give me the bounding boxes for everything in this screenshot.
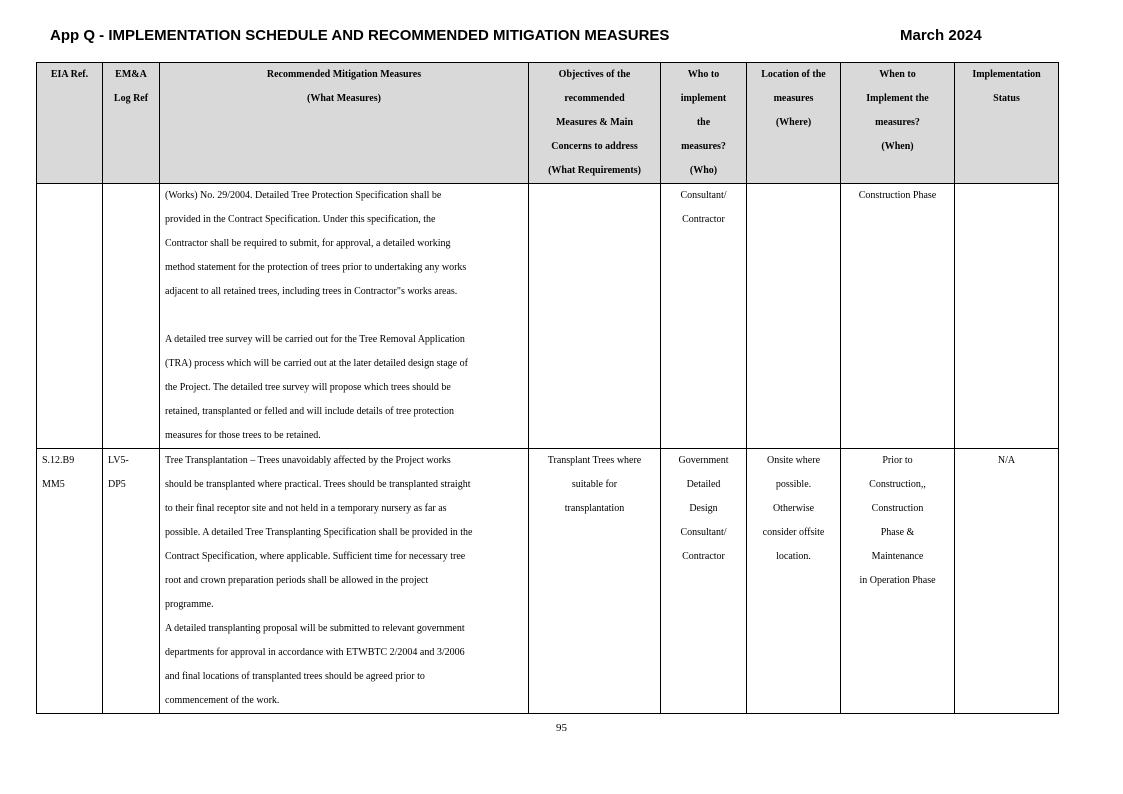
cell-text-line: Consultant/ [680, 190, 727, 201]
cell-text-line: Construction [871, 503, 924, 514]
cell-location [747, 449, 841, 714]
header-line: (What Measures) [307, 93, 381, 104]
cell-text-line: Detailed [686, 479, 721, 490]
table-row [37, 449, 1059, 714]
header-mitigation-measures [160, 63, 529, 184]
cell-text-line: Prior to [882, 455, 913, 466]
cell-text-line: Design [689, 503, 718, 514]
cell-text-line: possible. [775, 479, 812, 490]
header-implementation-status [955, 63, 1059, 184]
cell-text-line: Tree Transplantation – Trees unavoidably affected by the Project works [165, 455, 451, 466]
header-line: Log Ref [113, 93, 149, 104]
header-line: measures? [681, 141, 726, 152]
cell-text-line: should be transplanted where practical. Trees should be transplanted straight [165, 479, 471, 490]
cell-text-line: measures for those trees to be retained. [165, 430, 321, 441]
cell-text-line: in Operation Phase [859, 575, 936, 586]
cell-mitigation-measures [160, 449, 529, 714]
cell-text-line: N/A [997, 455, 1016, 466]
header-line: Implement the [866, 93, 929, 104]
cell-text-line: root and crown preparation periods shall be allowed in the project [165, 575, 429, 586]
header-objectives [529, 63, 661, 184]
header-line: When to [879, 69, 916, 80]
cell-text-line: LV5- [108, 455, 129, 466]
cell-text-line: provided in the Contract Specification. Under this specification, the [165, 214, 436, 225]
cell-text-line: commencement of the work. [165, 695, 280, 706]
page-number: 95 [556, 722, 567, 734]
cell-text-line: MM5 [42, 479, 65, 490]
cell-text-line: suitable for [571, 479, 618, 490]
cell-text-line: (Works) No. 29/2004. Detailed Tree Protection Specification shall be [165, 190, 442, 201]
cell-text-line: location. [776, 551, 811, 562]
header-line: Concerns to address [551, 141, 638, 152]
blank-line [165, 304, 523, 328]
cell-text-line: Transplant Trees where [547, 455, 642, 466]
cell-when [841, 449, 955, 714]
cell-text-line: DP5 [108, 479, 126, 490]
cell-text-line: Onsite where [766, 455, 821, 466]
cell-text-line: the Project. The detailed tree survey will propose which trees should be [165, 382, 451, 393]
cell-text-line: A detailed tree survey will be carried out for the Tree Removal Application [165, 334, 465, 345]
header-line: Location of the [761, 69, 826, 80]
header-eia-ref [37, 63, 103, 184]
cell-who [661, 449, 747, 714]
header-line: Implementation [972, 69, 1041, 80]
header-line: EM&A [115, 69, 147, 80]
header-line: Measures & Main [555, 117, 634, 128]
header-line: implement [680, 93, 727, 104]
cell-text-line: Construction Phase [858, 190, 937, 201]
header-line: the [696, 117, 711, 128]
header-line: Recommended Mitigation Measures [266, 69, 422, 80]
cell-implementation-status [955, 184, 1059, 449]
header-ema-log-ref [103, 63, 160, 184]
cell-text-line: Contractor [682, 214, 725, 225]
header-line: measures? [875, 117, 920, 128]
header-when [841, 63, 955, 184]
header-line: (What Requirements) [548, 165, 641, 176]
table-body [37, 184, 1059, 714]
cell-text-line: adjacent to all retained trees, including trees in Contractor"s works areas. [165, 286, 458, 297]
cell-text-line: method statement for the protection of trees prior to undertaking any works [165, 262, 467, 273]
implementation-schedule-table [36, 62, 1059, 714]
header-location [747, 63, 841, 184]
cell-text-line: Maintenance [871, 551, 924, 562]
cell-text-line: Phase & [880, 527, 915, 538]
document-title: App Q - IMPLEMENTATION SCHEDULE AND RECOMMENDED MITIGATION MEASURES [50, 27, 670, 44]
cell-text-line: programme. [165, 599, 214, 610]
cell-text-line: Contract Specification, where applicable. Sufficient time for necessary tree [165, 551, 466, 562]
header-line: (When) [881, 141, 914, 152]
header-line: (Where) [775, 117, 812, 128]
header-line: recommended [564, 93, 625, 104]
cell-text-line: and final locations of transplanted trees should be agreed prior to [165, 671, 425, 682]
cell-who [661, 184, 747, 449]
cell-text-line: Government [678, 455, 729, 466]
cell-text-line: possible. A detailed Tree Transplanting Specification shall be provided in the [165, 527, 473, 538]
cell-text-line: transplantation [564, 503, 625, 514]
document-date: March 2024 [900, 27, 982, 44]
cell-location [747, 184, 841, 449]
cell-text-line: A detailed transplanting proposal will be submitted to relevant government [165, 623, 465, 634]
header-line: Status [993, 93, 1020, 104]
cell-eia-ref [37, 184, 103, 449]
cell-objectives [529, 184, 661, 449]
header-line: measures [773, 93, 814, 104]
header-who [661, 63, 747, 184]
cell-objectives [529, 449, 661, 714]
cell-when [841, 184, 955, 449]
cell-text-line: Contractor [682, 551, 725, 562]
cell-text-line: retained, transplanted or felled and will include details of tree protection [165, 406, 455, 417]
table-row [37, 184, 1059, 449]
cell-text-line: Otherwise [772, 503, 815, 514]
header-line: Who to [687, 69, 720, 80]
header-line: (Who) [689, 165, 718, 176]
cell-text-line: consider offsite [762, 527, 825, 538]
cell-ema-log-ref [103, 184, 160, 449]
cell-text-line: Consultant/ [680, 527, 727, 538]
cell-implementation-status [955, 449, 1059, 714]
header-line: EIA Ref. [50, 69, 89, 80]
cell-text-line: Construction,, [869, 479, 926, 490]
cell-text-line: Contractor shall be required to submit, for approval, a detailed working [165, 238, 451, 249]
cell-text-line: to their final receptor site and not held in a temporary nursery as far as [165, 503, 447, 514]
table-header-row [37, 63, 1059, 184]
cell-text-line: S.12.B9 [42, 455, 75, 466]
cell-text-line: departments for approval in accordance with ETWBTC 2/2004 and 3/2006 [165, 647, 465, 658]
cell-ema-log-ref [103, 449, 160, 714]
header-line: Objectives of the [558, 69, 631, 80]
cell-mitigation-measures [160, 184, 529, 449]
cell-text-line: (TRA) process which will be carried out at the later detailed design stage of [165, 358, 468, 369]
cell-eia-ref [37, 449, 103, 714]
